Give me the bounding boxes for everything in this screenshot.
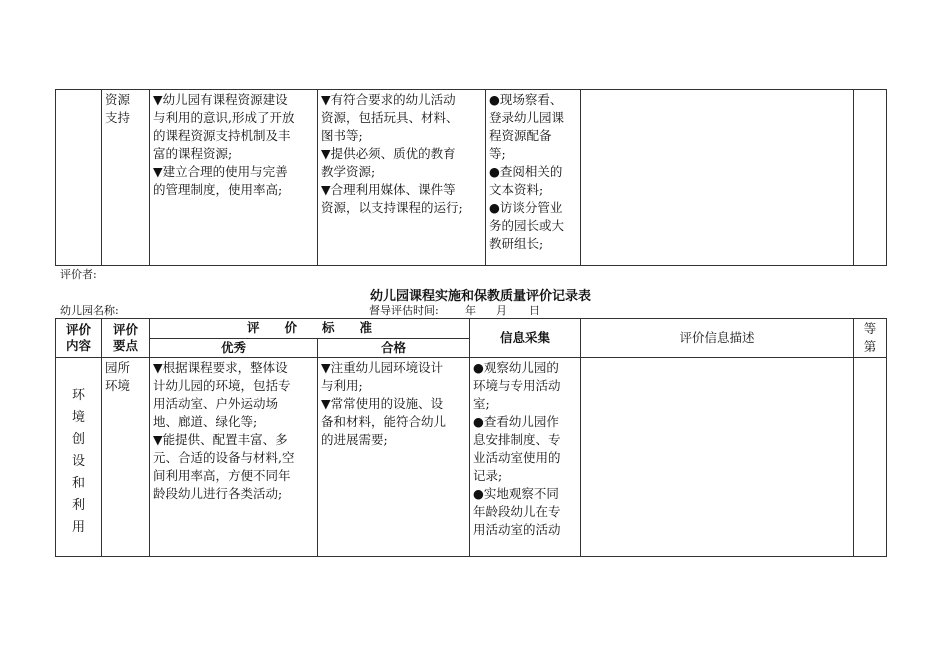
continued-criteria-table: [55, 89, 887, 266]
header-standard: 评 价 标 准: [150, 319, 470, 339]
excellent-criteria-cell: ▼幼儿园有课程资源建设 与利用的意识,形成了开放 的课程资源支持机制及丰 富的课程资源; ▼建立合理的使用与完善 的管理制度，使用率高;: [150, 90, 318, 266]
header-points: 评价 要点: [102, 319, 150, 358]
qualified-criteria-cell: ▼有符合要求的幼儿活动 资源，包括玩具、材料、 图书等; ▼提供必须、质优的教育 教学资源; ▼合理利用媒体、课件等 资源，以支持课程的运行;: [318, 90, 486, 266]
header-content: 评价 内容: [56, 319, 102, 358]
info-collection-cell: ●现场察看、 登录幼儿园课 程资源配备 等; ●查阅相关的 文本资料; ●访谈分管业 务的园长或大 教研组长;: [486, 90, 581, 266]
supervision-year-label: 年: [465, 304, 476, 317]
grade-cell[interactable]: [854, 358, 887, 557]
header-excellent: 优秀: [150, 338, 318, 358]
grade-cell[interactable]: [854, 90, 887, 266]
form-title: 幼儿园课程实施和保教质量评价记录表: [370, 289, 592, 304]
description-cell[interactable]: [581, 90, 854, 266]
info-collection-cell: ●观察幼儿园的 环境与专用活动 室; ●查看幼儿园作 息安排制度、专 业活动室使用的 记录; ●实地观察不同 年龄段幼儿在专 用活动室的活动: [470, 358, 581, 557]
content-cell-empty: [56, 90, 102, 266]
point-cell: 资源 支持: [102, 90, 150, 266]
header-info-collect: 信息采集: [470, 319, 581, 358]
supervision-time-label: 督导评估时间:: [369, 304, 439, 317]
qualified-criteria-cell: ▼注重幼儿园环境设计 与利用; ▼常常使用的设施、设 备和材料，能符合幼儿 的进展需要;: [318, 358, 470, 557]
kindergarten-name-label: 幼儿园名称:: [60, 304, 119, 317]
header-description: 评价信息描述: [581, 319, 854, 358]
excellent-criteria-cell: ▼根据课程要求，整体设 计幼儿园的环境，包括专 用活动室、户外运动场 地、廊道、绿化等; ▼能提供、配置丰富、多 元、合适的设备与材料,空 间利用率高，方便不同年 龄段幼儿进行各类活动;: [150, 358, 318, 557]
supervision-day-label: 日: [529, 304, 540, 317]
content-cell: 环 境 创 设 和 利 用: [56, 358, 102, 557]
point-cell: 园所 环境: [102, 358, 150, 557]
header-grade: 等 第: [854, 319, 887, 358]
header-qualified: 合格: [318, 338, 470, 358]
evaluator-label: 评价者:: [60, 268, 97, 281]
evaluation-record-table: [55, 318, 887, 557]
description-cell[interactable]: [581, 358, 854, 557]
supervision-month-label: 月: [496, 304, 507, 317]
